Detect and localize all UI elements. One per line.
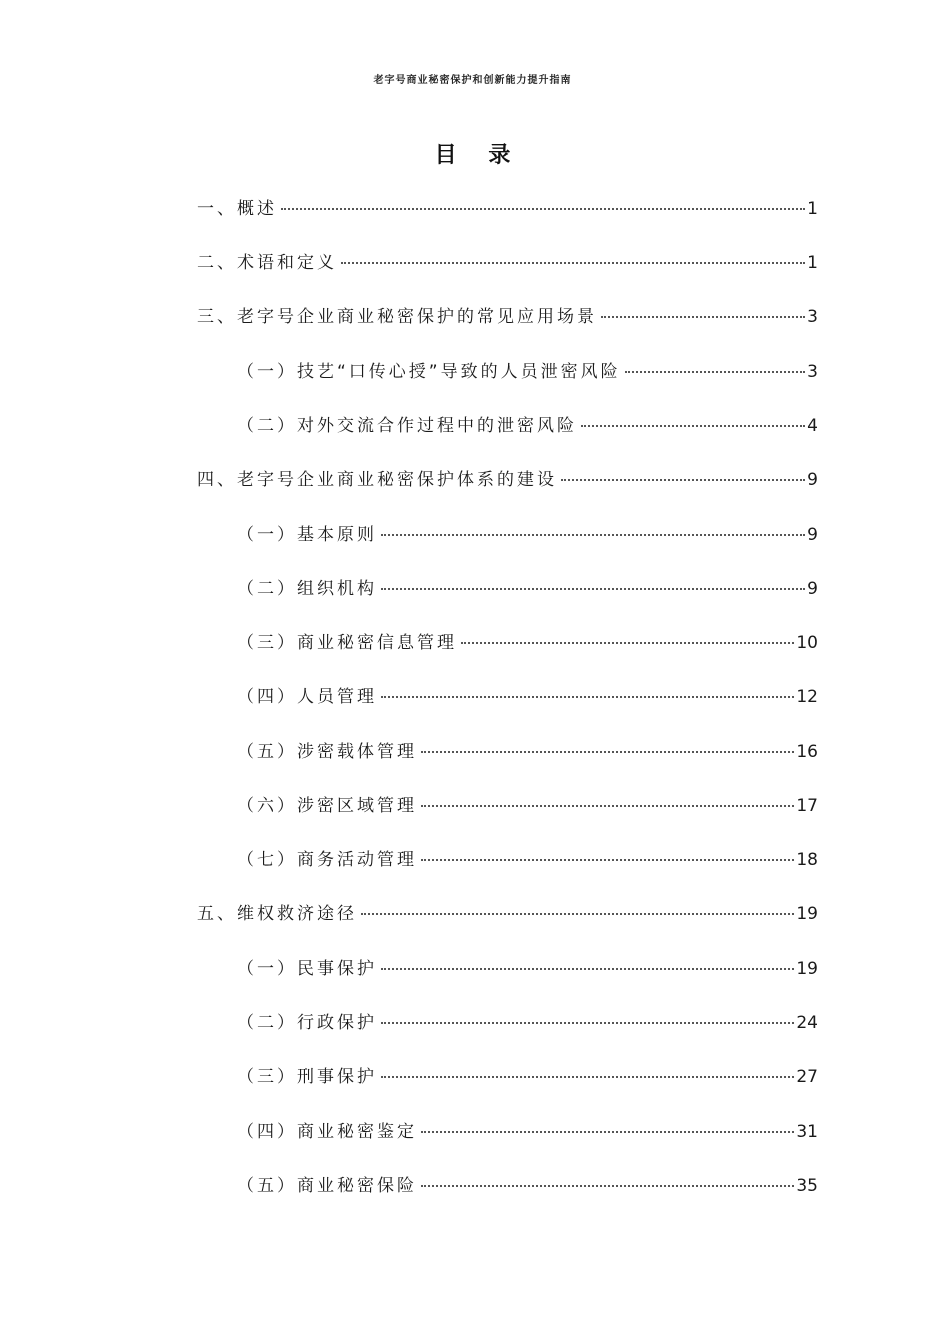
toc-leader-dots [421,1185,794,1187]
toc-page-number: 19 [796,959,818,979]
toc-entry-text: 二、术语和定义 [197,253,337,273]
toc-entry-text: （四）商业秘密鉴定 [237,1122,417,1142]
toc-entry-personnel-management[interactable] [237,682,818,712]
toc-leader-dots [381,588,805,590]
toc-page-number: 31 [796,1122,818,1142]
toc-entry-text: （一）民事保护 [237,959,377,979]
toc-leader-dots [381,1022,794,1024]
toc-leader-dots [601,316,805,318]
toc-entry-text: 一、概述 [197,199,277,219]
toc-leader-dots [361,913,794,915]
toc-leader-dots [381,1076,794,1078]
toc-page-number: 10 [796,633,818,653]
toc-entry-scenarios[interactable] [197,302,818,332]
toc-leader-dots [561,479,805,481]
toc-entry-text: 四、老字号企业商业秘密保护体系的建设 [197,470,557,490]
toc-page-number: 3 [807,362,818,382]
toc-page-number: 19 [796,904,818,924]
toc-entry-text: （二）行政保护 [237,1013,377,1033]
toc-entry-civil-protection[interactable] [237,954,818,984]
toc-leader-dots [381,696,794,698]
toc-entry-trade-secret-appraisal[interactable] [237,1117,818,1147]
toc-page-number: 27 [796,1067,818,1087]
toc-entry-area-management[interactable] [237,791,818,821]
toc-page-number: 17 [796,796,818,816]
toc-entry-basic-principles[interactable] [237,520,818,550]
toc-entry-text: （二）组织机构 [237,579,377,599]
toc-entry-terms[interactable] [197,248,818,278]
toc-leader-dots [421,1131,794,1133]
toc-page-number: 16 [796,742,818,762]
toc-page-number: 24 [796,1013,818,1033]
toc-leader-dots [421,751,794,753]
toc-entry-remedies[interactable] [197,899,818,929]
toc-entry-organization[interactable] [237,574,818,604]
toc-entry-text: （三）刑事保护 [237,1067,377,1087]
toc-page-number: 9 [807,525,818,545]
toc-page-number: 9 [807,470,818,490]
toc-page-number: 1 [807,253,818,273]
toc-page-number: 18 [796,850,818,870]
toc-entry-text: 三、老字号企业商业秘密保护的常见应用场景 [197,307,597,327]
toc-entry-text: （二）对外交流合作过程中的泄密风险 [237,416,577,436]
toc-entry-text: （三）商业秘密信息管理 [237,633,457,653]
toc-leader-dots [421,805,794,807]
toc-page-number: 3 [807,307,818,327]
toc-entry-overview[interactable] [197,194,818,224]
toc-leader-dots [381,534,805,536]
toc-entry-text: （一）技艺“口传心授”导致的人员泄密风险 [237,362,621,382]
running-header: 老字号商业秘密保护和创新能力提升指南 [373,75,572,86]
toc-entry-carrier-management[interactable] [237,737,818,767]
toc-entry-criminal-protection[interactable] [237,1062,818,1092]
toc-page-number: 12 [796,687,818,707]
toc-entry-text: （四）人员管理 [237,687,377,707]
toc-entry-administrative-protection[interactable] [237,1008,818,1038]
toc-leader-dots [381,968,794,970]
toc-leader-dots [625,371,806,373]
toc-entry-oral-transmission-risk[interactable] [237,357,818,387]
toc-entry-text: （五）商业秘密保险 [237,1176,417,1196]
toc-page-number: 35 [796,1176,818,1196]
toc-entry-trade-secret-insurance[interactable] [237,1171,818,1201]
toc-page-number: 9 [807,579,818,599]
toc-page-number: 1 [807,199,818,219]
toc-leader-dots [341,262,805,264]
toc-entry-text: （六）涉密区域管理 [237,796,417,816]
toc-title: 目 录 [434,143,523,168]
toc-entry-text: （七）商务活动管理 [237,850,417,870]
toc-leader-dots [581,425,805,427]
toc-entry-text: （一）基本原则 [237,525,377,545]
toc-entry-business-activity[interactable] [237,845,818,875]
toc-entry-protection-system[interactable] [197,465,818,495]
toc-entry-text: 五、维权救济途径 [197,904,357,924]
toc-leader-dots [281,208,805,210]
toc-entry-info-management[interactable] [237,628,818,658]
toc-leader-dots [461,642,794,644]
toc-entry-cooperation-risk[interactable] [237,411,818,441]
toc-entry-text: （五）涉密载体管理 [237,742,417,762]
toc-page-number: 4 [807,416,818,436]
toc-leader-dots [421,859,794,861]
